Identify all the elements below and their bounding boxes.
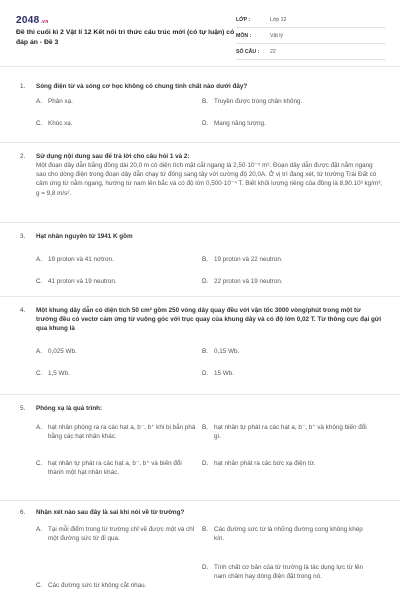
header-divider — [0, 66, 400, 67]
question-1 — [20, 82, 382, 133]
option-letter: B. — [202, 98, 208, 106]
option-letter: A. — [36, 98, 42, 106]
question-divider — [0, 296, 400, 297]
meta-row-class — [236, 12, 386, 28]
option-a[interactable] — [36, 97, 214, 106]
option-d[interactable] — [202, 563, 372, 581]
option-text: 0,025 Wb. — [48, 348, 77, 356]
question-divider — [0, 222, 400, 223]
option-letter: A. — [36, 526, 42, 534]
option-letter: A. — [36, 348, 42, 356]
question-number: 2. — [20, 153, 26, 160]
question-passage: Một đoạn dây dẫn bằng đồng dài 20,0 m có diện tích mặt cắt ngang là 2,50·10⁻⁵ m². Đoạn dây dẫn được đặt nằm ngang sao cho dòng điện trong đoạn dây dẫn chạy từ đông sang tây với cường độ 20,0A. Ở vị trí đang xét, từ trường Trái Đất có cảm ứng từ nằm ngang, hướng từ nam lên bắc và có độ lớn 0,500·10⁻⁴ T. Biết khối lượng riêng của đồng là 8,90.10³ kg/m³; g = 9,8 m/s². — [36, 162, 383, 197]
option-letter: D. — [202, 278, 209, 286]
option-a[interactable] — [36, 347, 214, 356]
meta-value: Vật lý — [270, 33, 283, 40]
question-text: Nhận xét nào sau đây là sai khi nói về từ trường? — [36, 509, 185, 516]
option-text: Khúc xạ. — [48, 120, 73, 128]
question-text: Phóng xạ là quá trình: — [36, 405, 103, 412]
option-d[interactable] — [202, 119, 380, 128]
option-text: hạt nhân tự phát ra các hạt a, b⁻, b⁺ và biến đổi thành một hạt nhân khác. — [48, 460, 182, 477]
option-letter: B. — [202, 424, 208, 432]
option-letter: B. — [202, 256, 208, 264]
option-text: Tại mỗi điểm trong từ trường chỉ vẽ được một và chỉ một đường sức từ đi qua. — [48, 526, 195, 543]
option-text: 22 proton và 19 neutron. — [214, 278, 283, 286]
meta-row-count — [236, 44, 386, 60]
meta-row-subject — [236, 28, 386, 44]
option-letter: C. — [36, 460, 43, 468]
option-text: 19 proton và 41 nơtron. — [48, 256, 114, 264]
option-c[interactable] — [36, 119, 214, 128]
option-d[interactable] — [202, 459, 372, 468]
question-divider — [0, 394, 400, 395]
option-text: Tính chất cơ bản của từ trường là tác dụng lực từ lên nam châm hay dòng điện đặt trong nó. — [214, 564, 364, 581]
question-4 — [20, 306, 382, 391]
question-divider — [0, 142, 400, 143]
option-a[interactable] — [36, 255, 214, 264]
option-d[interactable] — [202, 277, 380, 286]
question-text: Một khung dây dẫn có diện tích 50 cm² gồm 250 vòng dây quay đều với vận tốc 3000 vòng/phút trong một từ trường đều có vectơ cảm ứng từ vuông góc với trục quay của khung dây và có độ lớn 0,02 T. Từ thông cực đại gửi qua khung là — [36, 307, 382, 333]
option-text: hạt nhân tự phát ra các hạt a, b⁻, b⁺ và không biến đổi gì. — [214, 424, 367, 441]
question-number: 4. — [20, 307, 26, 314]
option-letter: B. — [202, 348, 208, 356]
question-3 — [20, 232, 382, 299]
option-text: hạt nhân phát ra các bức xạ điện từ. — [214, 460, 316, 468]
option-text: 0,15 Wb. — [214, 348, 240, 356]
question-number: 1. — [20, 83, 26, 90]
option-b[interactable] — [202, 97, 380, 106]
option-letter: C. — [36, 370, 43, 378]
option-c[interactable] — [36, 459, 196, 477]
option-letter: C. — [36, 278, 43, 286]
option-b[interactable] — [202, 423, 372, 441]
option-b[interactable] — [202, 255, 380, 264]
option-letter: D. — [202, 120, 209, 128]
site-logo[interactable] — [16, 14, 49, 29]
question-text: Sóng điện từ và sóng cơ học không có chung tính chất nào dưới đây? — [36, 83, 248, 90]
option-letter: A. — [36, 424, 42, 432]
option-letter: D. — [202, 564, 209, 572]
option-d[interactable] — [202, 369, 380, 378]
question-6 — [20, 508, 382, 599]
option-c[interactable] — [36, 277, 214, 286]
exam-header — [14, 10, 386, 66]
option-a[interactable] — [36, 525, 196, 543]
exam-title: Đề thi cuối kì 2 Vật lí 12 Kết nối tri thức cấu trúc mới (có tự luận) có đáp án - Đề 3 — [16, 29, 235, 46]
question-2 — [20, 152, 382, 198]
option-text: 1,5 Wb. — [48, 370, 70, 378]
option-text: 41 proton và 19 neutron. — [48, 278, 117, 286]
exam-meta — [236, 12, 386, 60]
question-text: Hạt nhân nguyên tử 1941 K gồm — [36, 233, 133, 240]
meta-key: SỐ CÂU : — [236, 49, 260, 56]
question-number: 5. — [20, 405, 26, 412]
option-text: 15 Wb. — [214, 370, 234, 378]
option-letter: A. — [36, 256, 42, 264]
option-a[interactable] — [36, 423, 196, 441]
option-c[interactable] — [36, 581, 196, 590]
option-b[interactable] — [202, 347, 380, 356]
logo-text: 2048 — [16, 15, 40, 26]
option-letter: B. — [202, 526, 208, 534]
meta-key: LỚP : — [236, 17, 251, 24]
question-5 — [20, 404, 382, 491]
option-c[interactable] — [36, 369, 214, 378]
option-letter: C. — [36, 120, 43, 128]
option-text: Truyền được trong chân không. — [214, 98, 303, 106]
option-text: Các đường sức từ không cắt nhau. — [48, 582, 147, 590]
question-number: 6. — [20, 509, 26, 516]
option-letter: D. — [202, 460, 209, 468]
logo-suffix: .vn — [40, 19, 49, 25]
option-letter: C. — [36, 582, 43, 590]
option-text: Các đường sức từ là những đường cong không khép kín. — [214, 526, 363, 543]
option-letter: D. — [202, 370, 209, 378]
question-text: Sử dụng nội dung sau để trả lời cho câu hỏi 1 và 2: — [36, 153, 190, 160]
meta-value: Lớp 12 — [270, 17, 287, 24]
option-b[interactable] — [202, 525, 372, 543]
option-text: Phản xạ. — [48, 98, 73, 106]
option-text: 19 proton và 22 neutron. — [214, 256, 283, 264]
question-number: 3. — [20, 233, 26, 240]
meta-value: 22 — [270, 49, 276, 56]
question-divider — [0, 500, 400, 501]
meta-key: MÔN : — [236, 33, 252, 40]
option-text: hạt nhân phóng ra ra các hạt a, b⁻, b⁺ khi bị bắn phá bằng các hạt nhân khác. — [48, 424, 196, 441]
option-text: Mang năng lượng. — [214, 120, 266, 128]
